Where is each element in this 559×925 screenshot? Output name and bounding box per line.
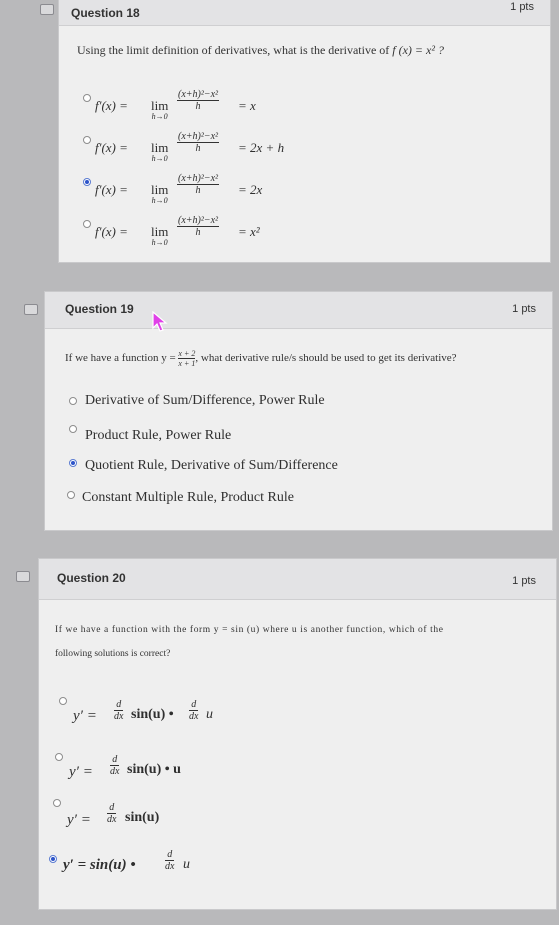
option-lhs: f′(x) = bbox=[95, 182, 128, 197]
radio-option-3[interactable] bbox=[53, 799, 61, 807]
option-rhs: = 2x bbox=[238, 182, 263, 197]
d-dx-fraction: $\frac{d}{dx}$ bbox=[114, 699, 124, 722]
radio-option-2[interactable] bbox=[69, 425, 77, 433]
option-body: sin(u) bbox=[125, 810, 160, 825]
question-prompt-line-1: If we have a function with the form y = sin (u) where u is another function, which of the bbox=[55, 625, 444, 635]
answer-option-1[interactable]: Derivative of Sum/Difference, Power Rule bbox=[85, 393, 325, 408]
fraction: $\frac{\text{(x+h)²−x²}}{h}$ bbox=[178, 215, 219, 238]
option-lhs: f′(x) = bbox=[95, 140, 128, 155]
question-points: 1 pts bbox=[512, 303, 536, 315]
answer-option-3[interactable]: Quotient Rule, Derivative of Sum/Difference bbox=[85, 458, 338, 473]
answer-option-2[interactable]: Product Rule, Power Rule bbox=[85, 428, 232, 443]
limit-symbol: lim h→0 bbox=[151, 140, 169, 163]
mouse-cursor-icon bbox=[152, 311, 170, 333]
option-rhs: = 2x + h bbox=[238, 140, 285, 155]
question-prompt-line-2: following solutions is correct? bbox=[55, 649, 171, 659]
fraction: $\frac{\text{(x+h)²−x²}}{h}$ bbox=[178, 89, 219, 112]
d-dx-fraction: $\frac{d}{dx}$ bbox=[165, 849, 175, 872]
question-title: Question 19 bbox=[65, 302, 134, 316]
option-lhs: y′ = bbox=[73, 708, 97, 724]
limit-symbol: lim h→0 bbox=[151, 224, 169, 247]
option-rhs: = x bbox=[238, 98, 256, 113]
flag-icon[interactable] bbox=[40, 4, 54, 15]
limit-symbol: lim h→0 bbox=[151, 98, 169, 121]
option-lhs: y′ = bbox=[69, 764, 93, 780]
question-prompt: If we have a function y = $\frac{x + 2}{x + 1}$ , what derivative rule/s should be used to get its derivative? bbox=[65, 349, 457, 368]
question-19-header bbox=[45, 292, 552, 329]
option-lhs: f′(x) = bbox=[95, 224, 128, 239]
limit-symbol: lim h→0 bbox=[151, 182, 169, 205]
flag-icon[interactable] bbox=[24, 304, 38, 315]
question-title: Question 18 bbox=[71, 6, 140, 20]
radio-option-4[interactable] bbox=[49, 855, 57, 863]
d-dx-fraction: $\frac{d}{dx}$ bbox=[189, 699, 199, 722]
radio-option-4[interactable] bbox=[83, 220, 91, 228]
fraction: $\frac{\text{(x+h)²−x²}}{h}$ bbox=[178, 173, 219, 196]
question-18-card bbox=[58, 0, 551, 263]
option-tail: u bbox=[183, 857, 190, 872]
radio-option-1[interactable] bbox=[83, 94, 91, 102]
question-20-header bbox=[39, 559, 556, 600]
option-rhs: = x² bbox=[238, 224, 260, 239]
d-dx-fraction: $\frac{d}{dx}$ bbox=[107, 802, 117, 825]
option-tail: u bbox=[206, 707, 213, 722]
option-lhs: y′ = sin(u) • bbox=[63, 857, 136, 873]
option-body: sin(u) • u bbox=[127, 762, 181, 777]
option-body: sin(u) • bbox=[131, 707, 174, 722]
question-18-header bbox=[59, 0, 550, 26]
radio-option-2[interactable] bbox=[55, 753, 63, 761]
question-prompt: Using the limit definition of derivatives, what is the derivative of f (x) = x² ? bbox=[77, 43, 444, 57]
radio-option-2[interactable] bbox=[83, 136, 91, 144]
option-lhs: f′(x) = bbox=[95, 98, 128, 113]
question-20-card bbox=[38, 558, 557, 910]
question-points: 1 pts bbox=[510, 1, 534, 13]
question-title: Question 20 bbox=[57, 571, 126, 585]
radio-option-1[interactable] bbox=[59, 697, 67, 705]
fraction: $\frac{\text{(x+h)²−x²}}{h}$ bbox=[178, 131, 219, 154]
answer-option-4[interactable]: Constant Multiple Rule, Product Rule bbox=[82, 490, 294, 505]
question-19-card bbox=[44, 291, 553, 531]
prompt-fraction: $\frac{x + 2}{x + 1}$ bbox=[178, 349, 196, 368]
flag-icon[interactable] bbox=[16, 571, 30, 582]
option-lhs: y′ = bbox=[67, 812, 91, 828]
radio-option-1[interactable] bbox=[69, 397, 77, 405]
radio-option-3[interactable] bbox=[83, 178, 91, 186]
question-points: 1 pts bbox=[512, 575, 536, 587]
radio-option-3[interactable] bbox=[69, 459, 77, 467]
d-dx-fraction: $\frac{d}{dx}$ bbox=[110, 754, 120, 777]
radio-option-4[interactable] bbox=[67, 491, 75, 499]
